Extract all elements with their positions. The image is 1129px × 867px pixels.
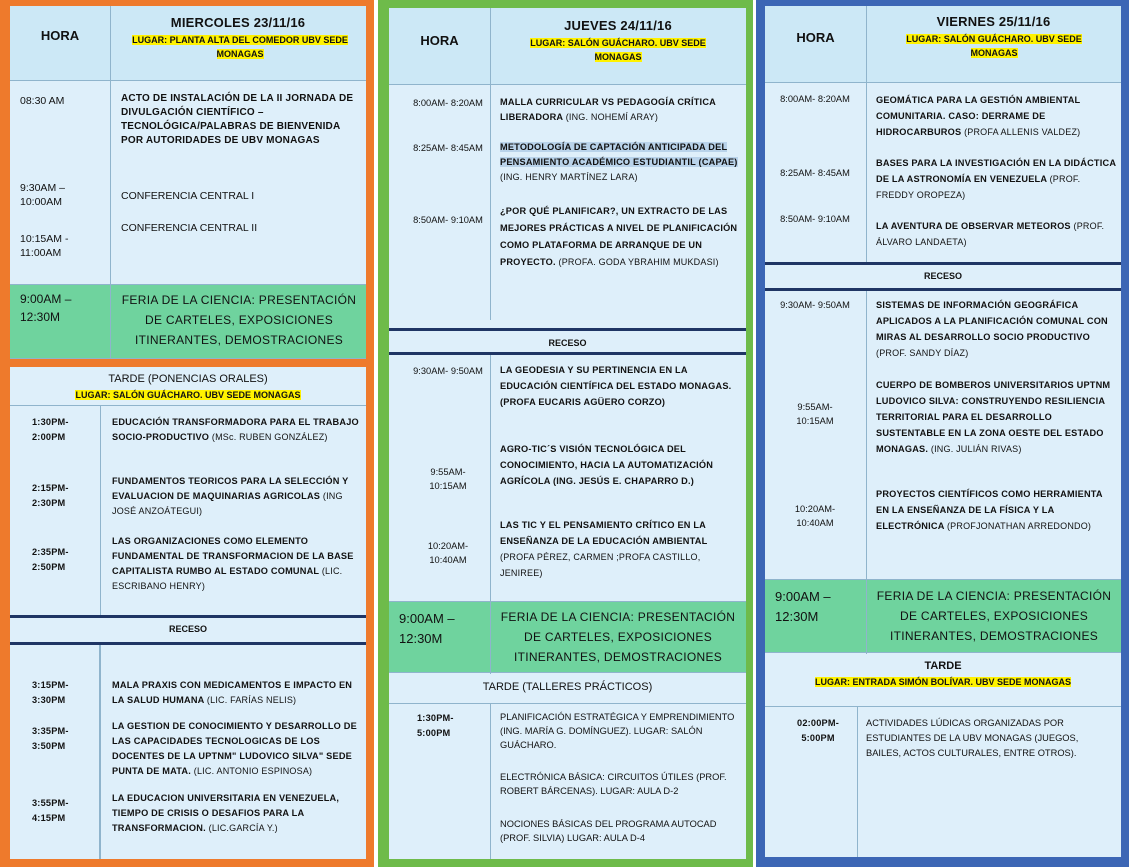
friday-event-0: GEOMÁTICA PARA LA GESTIÓN AMBIENTAL COMUNITARIA. CASO: DERRAME DE HIDROCARBUROS (PROFA ALLENIS VALDEZ) [876, 95, 1081, 137]
friday-panel [765, 6, 1121, 857]
thursday-lugar: LUGAR: SALÓN GUÁCHARO. UBV SEDE MONAGAS [530, 38, 706, 62]
friday-mid-time-2: 10:20AM- 10:40AM [794, 504, 836, 528]
wednesday-event-2: CONFERENCIA CENTRAL II [121, 222, 258, 234]
wednesday-afternoon-panel [10, 367, 366, 859]
thursday-column [378, 0, 753, 867]
friday-mid-event-1: CUERPO DE BOMBEROS UNIVERSITARIOS UPTNM LUDOVICO SILVA: CONSTRUYENDO RESILIENCIA TERRITORIAL PARA EL DESARROLLO SUSTENTABLE EN LA ZONA OESTE DEL ESTADO MONAGAS. (ING. JULIÁN RIVAS) [876, 380, 1111, 454]
wednesday-morning-panel [10, 6, 366, 359]
friday-time-1: 8:25AM- 8:45AM [780, 168, 850, 178]
wednesday-lugar: LUGAR: PLANTA ALTA DEL COMEDOR UBV SEDE MONAGAS [132, 35, 348, 59]
thursday-mid-time-0: 9:30AM- 9:50AM [413, 366, 483, 376]
divider [765, 288, 1121, 291]
thursday-tarde-item-1: ELECTRÓNICA BÁSICA: CIRCUITOS ÚTILES (PROF. ROBERT BÁRCENAS). LUGAR: AULA D-2 [500, 772, 727, 796]
thursday-tarde-title: TARDE (TALLERES PRÁCTICOS) [482, 681, 653, 693]
friday-column [756, 0, 1129, 867]
thursday-event-2: ¿POR QUÉ PLANIFICAR?, UN EXTRACTO DE LAS MEJORES PRÁCTICAS A NIVEL DE PLANIFICACIÓN COMO PLATAFORMA DE ARRANQUE DE UN PROYECTO. (PROFA. GODA YBRAHIM MUKDASI) [500, 206, 738, 267]
divider [389, 328, 746, 331]
feria-text: FERIA DE LA CIENCIA: PRESENTACIÓN DE CARTELES, EXPOSICIONES ITINERANTES, DEMOSTRACIONES [876, 589, 1112, 643]
hora-label: HORA [420, 33, 459, 48]
wednesday-time-1: 9:30AM – 10:00AM [20, 182, 65, 208]
wednesday-tarde2-event-1: LA GESTION DE CONOCIMIENTO Y DESARROLLO DE LAS CAPACIDADES TECNOLOGICAS DE LOS DOCENTES DE LA UPTNM" LUDOVICO SILVA" SEDE PUNTA DE MATA. (LIC. ANTONIO ESPINOSA) [112, 721, 357, 776]
wednesday-event-0: ACTO DE INSTALACIÓN DE LA II JORNADA DE DIVULGACIÓN CIENTÍFICO –TECNOLÓGICA/PALABRAS DE BIENVENIDA POR AUTORIDADES DE UBV MONAGAS [121, 93, 354, 146]
friday-tarde-time: 02:00PM- 5:00PM [797, 718, 839, 743]
wednesday-tarde-time-0: 1:30PM- 2:00PM [32, 417, 69, 442]
thursday-panel [389, 8, 746, 859]
friday-event-2: LA AVENTURA DE OBSERVAR METEOROS (PROF. ÁLVARO LANDAETA) [876, 221, 1105, 247]
thursday-tarde-item-2: NOCIONES BÁSICAS DEL PROGRAMA AUTOCAD (PROF. SILVIA) LUGAR: AULA D-4 [500, 819, 717, 843]
wednesday-column [0, 0, 374, 867]
friday-time-0: 8:00AM- 8:20AM [780, 94, 850, 104]
divider [765, 262, 1121, 265]
feria-time: 9:00AM – 12:30M [399, 611, 455, 646]
wednesday-event-1: CONFERENCIA CENTRAL I [121, 190, 255, 202]
wednesday-time-0: 08:30 AM [20, 95, 65, 107]
wednesday-tarde-event-2: LAS ORGANIZACIONES COMO ELEMENTO FUNDAMENTAL DE TRANSFORMACION DE LA BASE CAPITALISTA RUMBO AL ESTADO COMUNAL (LIC. ESCRIBANO HENRY) [112, 536, 354, 591]
divider [389, 352, 746, 355]
thursday-event-0: MALLA CURRICULAR VS PEDAGOGÍA CRÍTICA LIBERADORA (ING. NOHEMÍ ARAY) [500, 97, 716, 122]
hora-label: HORA [796, 30, 835, 45]
receso-label: RECESO [168, 624, 207, 634]
receso-label: RECESO [923, 271, 962, 281]
wednesday-receso-row [10, 618, 366, 642]
wednesday-tarde-time-2: 2:35PM- 2:50PM [32, 547, 69, 572]
wednesday-tarde-event-0: EDUCACIÓN TRANSFORMADORA PARA EL TRABAJO SOCIO-PRODUCTIVO (MSc. RUBEN GONZÁLEZ) [112, 417, 359, 442]
friday-lugar: LUGAR: SALÓN GUÁCHARO. UBV SEDE MONAGAS [906, 34, 1082, 58]
feria-time: 9:00AM – 12:30M [20, 292, 72, 324]
friday-mid-event-2: PROYECTOS CIENTÍFICOS COMO HERRAMIENTA EN LA ENSEÑANZA DE LA FÍSICA Y LA ELECTRÓNICA (PROFJONATHAN ARREDONDO) [876, 489, 1103, 531]
wednesday-tarde-event-1: FUNDAMENTOS TEORICOS PARA LA SELECCIÓN Y EVALUACION DE MAQUINARIAS AGRICOLAS (ING JOSÉ ANZOÁTEGUI) [112, 476, 349, 516]
thursday-tarde-time: 1:30PM- 5:00PM [417, 713, 454, 738]
friday-mid-event-0: SISTEMAS DE INFORMACIÓN GEOGRÁFICA APLICADOS A LA PLANIFICACIÓN COMUNAL CON MIRAS AL DESARROLLO SOCIO PRODUCTIVO (PROF. SANDY DÍAZ) [876, 300, 1108, 358]
wednesday-feria [10, 284, 366, 359]
friday-time-2: 8:50AM- 9:10AM [780, 214, 850, 224]
thursday-event-1: METODOLOGÍA DE CAPTACIÓN ANTICIPADA DEL PENSAMIENTO ACADÉMICO ESTUDIANTIL (CAPAE) (ING. HENRY MARTÍNEZ LARA) [500, 142, 738, 182]
friday-title: VIERNES 25/11/16 [936, 14, 1051, 29]
thursday-mid-time-2: 10:20AM- 10:40AM [427, 541, 469, 565]
feria-time: 9:00AM – 12:30M [775, 589, 831, 624]
wednesday-tarde-title: TARDE (PONENCIAS ORALES) [108, 373, 268, 385]
feria-text: FERIA DE LA CIENCIA: PRESENTACIÓN DE CARTELES, EXPOSICIONES ITINERANTES, DEMOSTRACIONES [121, 293, 357, 347]
feria-text: FERIA DE LA CIENCIA: PRESENTACIÓN DE CARTELES, EXPOSICIONES ITINERANTES, DEMOSTRACIONES [500, 610, 736, 664]
friday-event-1: BASES PARA LA INVESTIGACIÓN EN LA DIDÁCTICA DE LA ASTRONOMÍA EN VENEZUELA (PROF. FREDDY OROPEZA) [876, 158, 1116, 200]
thursday-time-1: 8:25AM- 8:45AM [413, 143, 483, 153]
wednesday-tarde2-time-1: 3:35PM- 3:50PM [32, 726, 69, 751]
friday-feria [765, 579, 1121, 653]
thursday-title: JUEVES 24/11/16 [564, 18, 672, 33]
friday-tarde-title: TARDE [924, 660, 962, 672]
wednesday-time-2: 10:15AM - 11:00AM [20, 233, 69, 259]
hora-label: HORA [40, 28, 80, 43]
wednesday-tarde-time-1: 2:15PM- 2:30PM [32, 483, 69, 508]
wednesday-tarde2-event-2: LA EDUCACION UNIVERSITARIA EN VENEZUELA, TIEMPO DE CRISIS O DESAFIOS PARA LA TRANSFORMACION. (LIC.GARCÍA Y.) [112, 793, 340, 833]
friday-mid-time-1: 9:55AM- 10:15AM [796, 402, 834, 426]
friday-tarde-lugar: LUGAR: ENTRADA SIMÓN BOLÍVAR. UBV SEDE MONAGAS [814, 677, 1071, 687]
thursday-tarde-item-0: PLANIFICACIÓN ESTRATÉGICA Y EMPRENDIMIENTO (ING. MARÍA G. DOMÍNGUEZ). LUGAR: SALÓN GUÁCHARO. [500, 712, 735, 750]
friday-tarde-text: ACTIVIDADES LÚDICAS ORGANIZADAS POR ESTUDIANTES DE LA UBV MONAGAS (JUEGOS, BAILES, ACTOS CULTURALES, ENTRE OTROS). [866, 718, 1079, 758]
thursday-mid-event-2: LAS TIC Y EL PENSAMIENTO CRÍTICO EN LA ENSEÑANZA DE LA EDUCACIÓN AMBIENTAL (PROFA PÉREZ, CARMEN ;PROFA CASTILLO, JENIREE) [500, 520, 708, 578]
wednesday-tarde2-time-2: 3:55PM- 4:15PM [32, 798, 69, 823]
receso-label: RECESO [548, 338, 587, 348]
thursday-mid-event-0: LA GEODESIA Y SU PERTINENCIA EN LA EDUCACIÓN CIENTÍFICA DEL ESTADO MONAGAS. (PROFA EUCARIS AGÜERO CORZO) [500, 365, 732, 407]
thursday-mid-time-1: 9:55AM- 10:15AM [429, 467, 467, 491]
thursday-time-0: 8:00AM- 8:20AM [413, 98, 483, 108]
thursday-feria [389, 601, 746, 673]
wednesday-title: MIERCOLES 23/11/16 [170, 15, 306, 30]
wednesday-tarde-lugar: LUGAR: SALÓN GUÁCHARO. UBV SEDE MONAGAS [75, 390, 301, 400]
friday-mid-time-0: 9:30AM- 9:50AM [780, 300, 850, 310]
thursday-mid-event-1: AGRO-TIC´S VISIÓN TECNOLÓGICA DEL CONOCIMIENTO, HACIA LA AUTOMATIZACIÓN AGRÍCOLA (ING. JESÚS E. CHAPARRO D.) [500, 444, 714, 486]
wednesday-tarde2-time-0: 3:15PM- 3:30PM [32, 680, 69, 705]
thursday-time-2: 8:50AM- 9:10AM [413, 215, 483, 225]
wednesday-tarde2-event-0: MALA PRAXIS CON MEDICAMENTOS E IMPACTO EN LA SALUD HUMANA (LIC. FARÍAS NELIS) [112, 680, 353, 705]
